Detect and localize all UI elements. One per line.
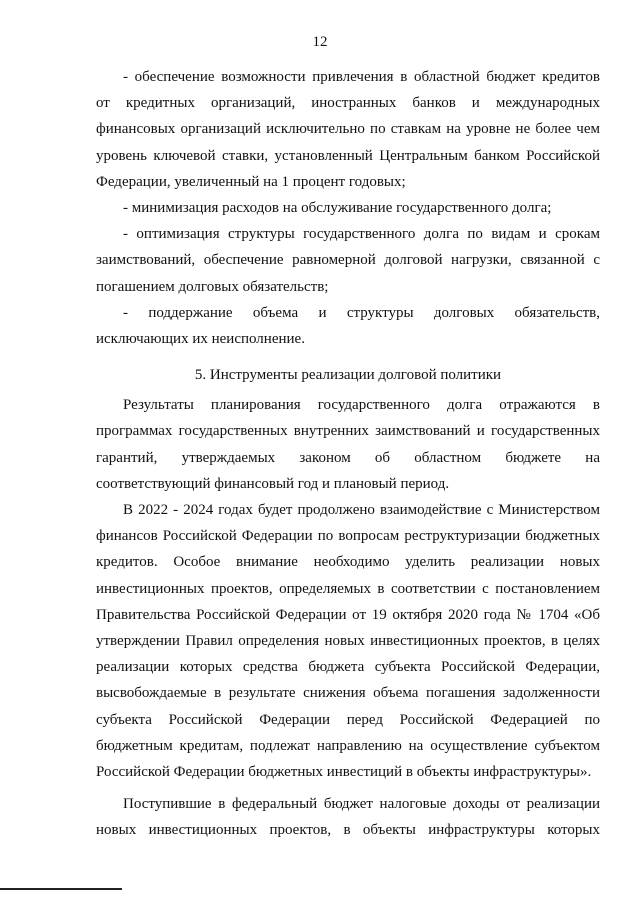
text-line: - поддержание объема и структуры долговых обязательств, bbox=[123, 304, 600, 321]
text-line: новых инвестиционных проектов, в объекты инфраструктуры которых bbox=[96, 822, 600, 839]
text-line: инвестиционных проектов, определяемых в соответствии с постановлением bbox=[96, 580, 600, 597]
paragraph bbox=[96, 497, 600, 785]
list-item bbox=[96, 300, 600, 352]
text-line: - минимизация расходов на обслуживание государственного долга; bbox=[123, 199, 552, 216]
text-line: бюджетным кредитам, подлежат направлению на осуществление субъектом bbox=[96, 737, 600, 754]
text-line: гарантий, утверждаемых законом об областном бюджете на bbox=[96, 449, 600, 466]
document-body bbox=[96, 64, 600, 843]
paragraph bbox=[96, 791, 600, 843]
text-line: финансов Российской Федерации по вопросам реструктуризации бюджетных bbox=[96, 528, 600, 545]
text-line: - оптимизация структуры государственного долга по видам и срокам bbox=[123, 226, 600, 243]
text-line: финансовых организаций исключительно по ставкам на уровне не более чем bbox=[96, 121, 600, 138]
text-line: Поступившие в федеральный бюджет налоговые доходы от реализации bbox=[123, 796, 600, 813]
text-line: заимствований, обеспечение равномерной долговой нагрузки, связанной с bbox=[96, 252, 600, 269]
text-line: Российской Федерации бюджетных инвестиций в объекты инфраструктуры». bbox=[96, 763, 592, 780]
paragraph bbox=[96, 392, 600, 497]
text-line: реализации которых средства бюджета субъекта Российской Федерации, bbox=[96, 659, 600, 676]
text-line: субъекта Российской Федерации перед Российской Федерацией по bbox=[96, 711, 600, 728]
text-line: Результаты планирования государственного долга отражаются в bbox=[123, 397, 600, 414]
footer-divider bbox=[0, 888, 122, 890]
text-line: кредитов. Особое внимание необходимо уделить реализации новых bbox=[96, 554, 600, 571]
text-line: утверждении Правил определения новых инвестиционных проектов, в целях bbox=[96, 632, 600, 649]
list-item bbox=[96, 195, 600, 221]
page-number: 12 bbox=[312, 34, 328, 50]
text-line: от кредитных организаций, иностранных банков и международных bbox=[96, 95, 600, 112]
text-line: уровень ключевой ставки, установленный Центральным банком Российской bbox=[96, 147, 600, 164]
text-line: программах государственных внутренних заимствований и государственных bbox=[96, 423, 600, 440]
text-line: исключающих их неисполнение. bbox=[96, 330, 305, 347]
text-line: В 2022 - 2024 годах будет продолжено взаимодействие с Министерством bbox=[123, 502, 600, 518]
text-line: - обеспечение возможности привлечения в областной бюджет кредитов bbox=[123, 69, 600, 85]
text-line: соответствующий финансовый год и плановый период. bbox=[96, 475, 450, 492]
section-heading: 5. Инструменты реализации долговой политики bbox=[194, 367, 502, 384]
list-item bbox=[96, 64, 600, 195]
list-item bbox=[96, 221, 600, 300]
text-line: погашением долговых обязательств; bbox=[96, 278, 329, 295]
text-line: Правительства Российской Федерации от 19 октября 2020 года № 1704 «Об bbox=[96, 606, 600, 623]
text-line: высвобождаемые в результате снижения объема погашения задолженности bbox=[96, 685, 600, 702]
text-line: Федерации, увеличенный на 1 процент годовых; bbox=[96, 173, 406, 190]
